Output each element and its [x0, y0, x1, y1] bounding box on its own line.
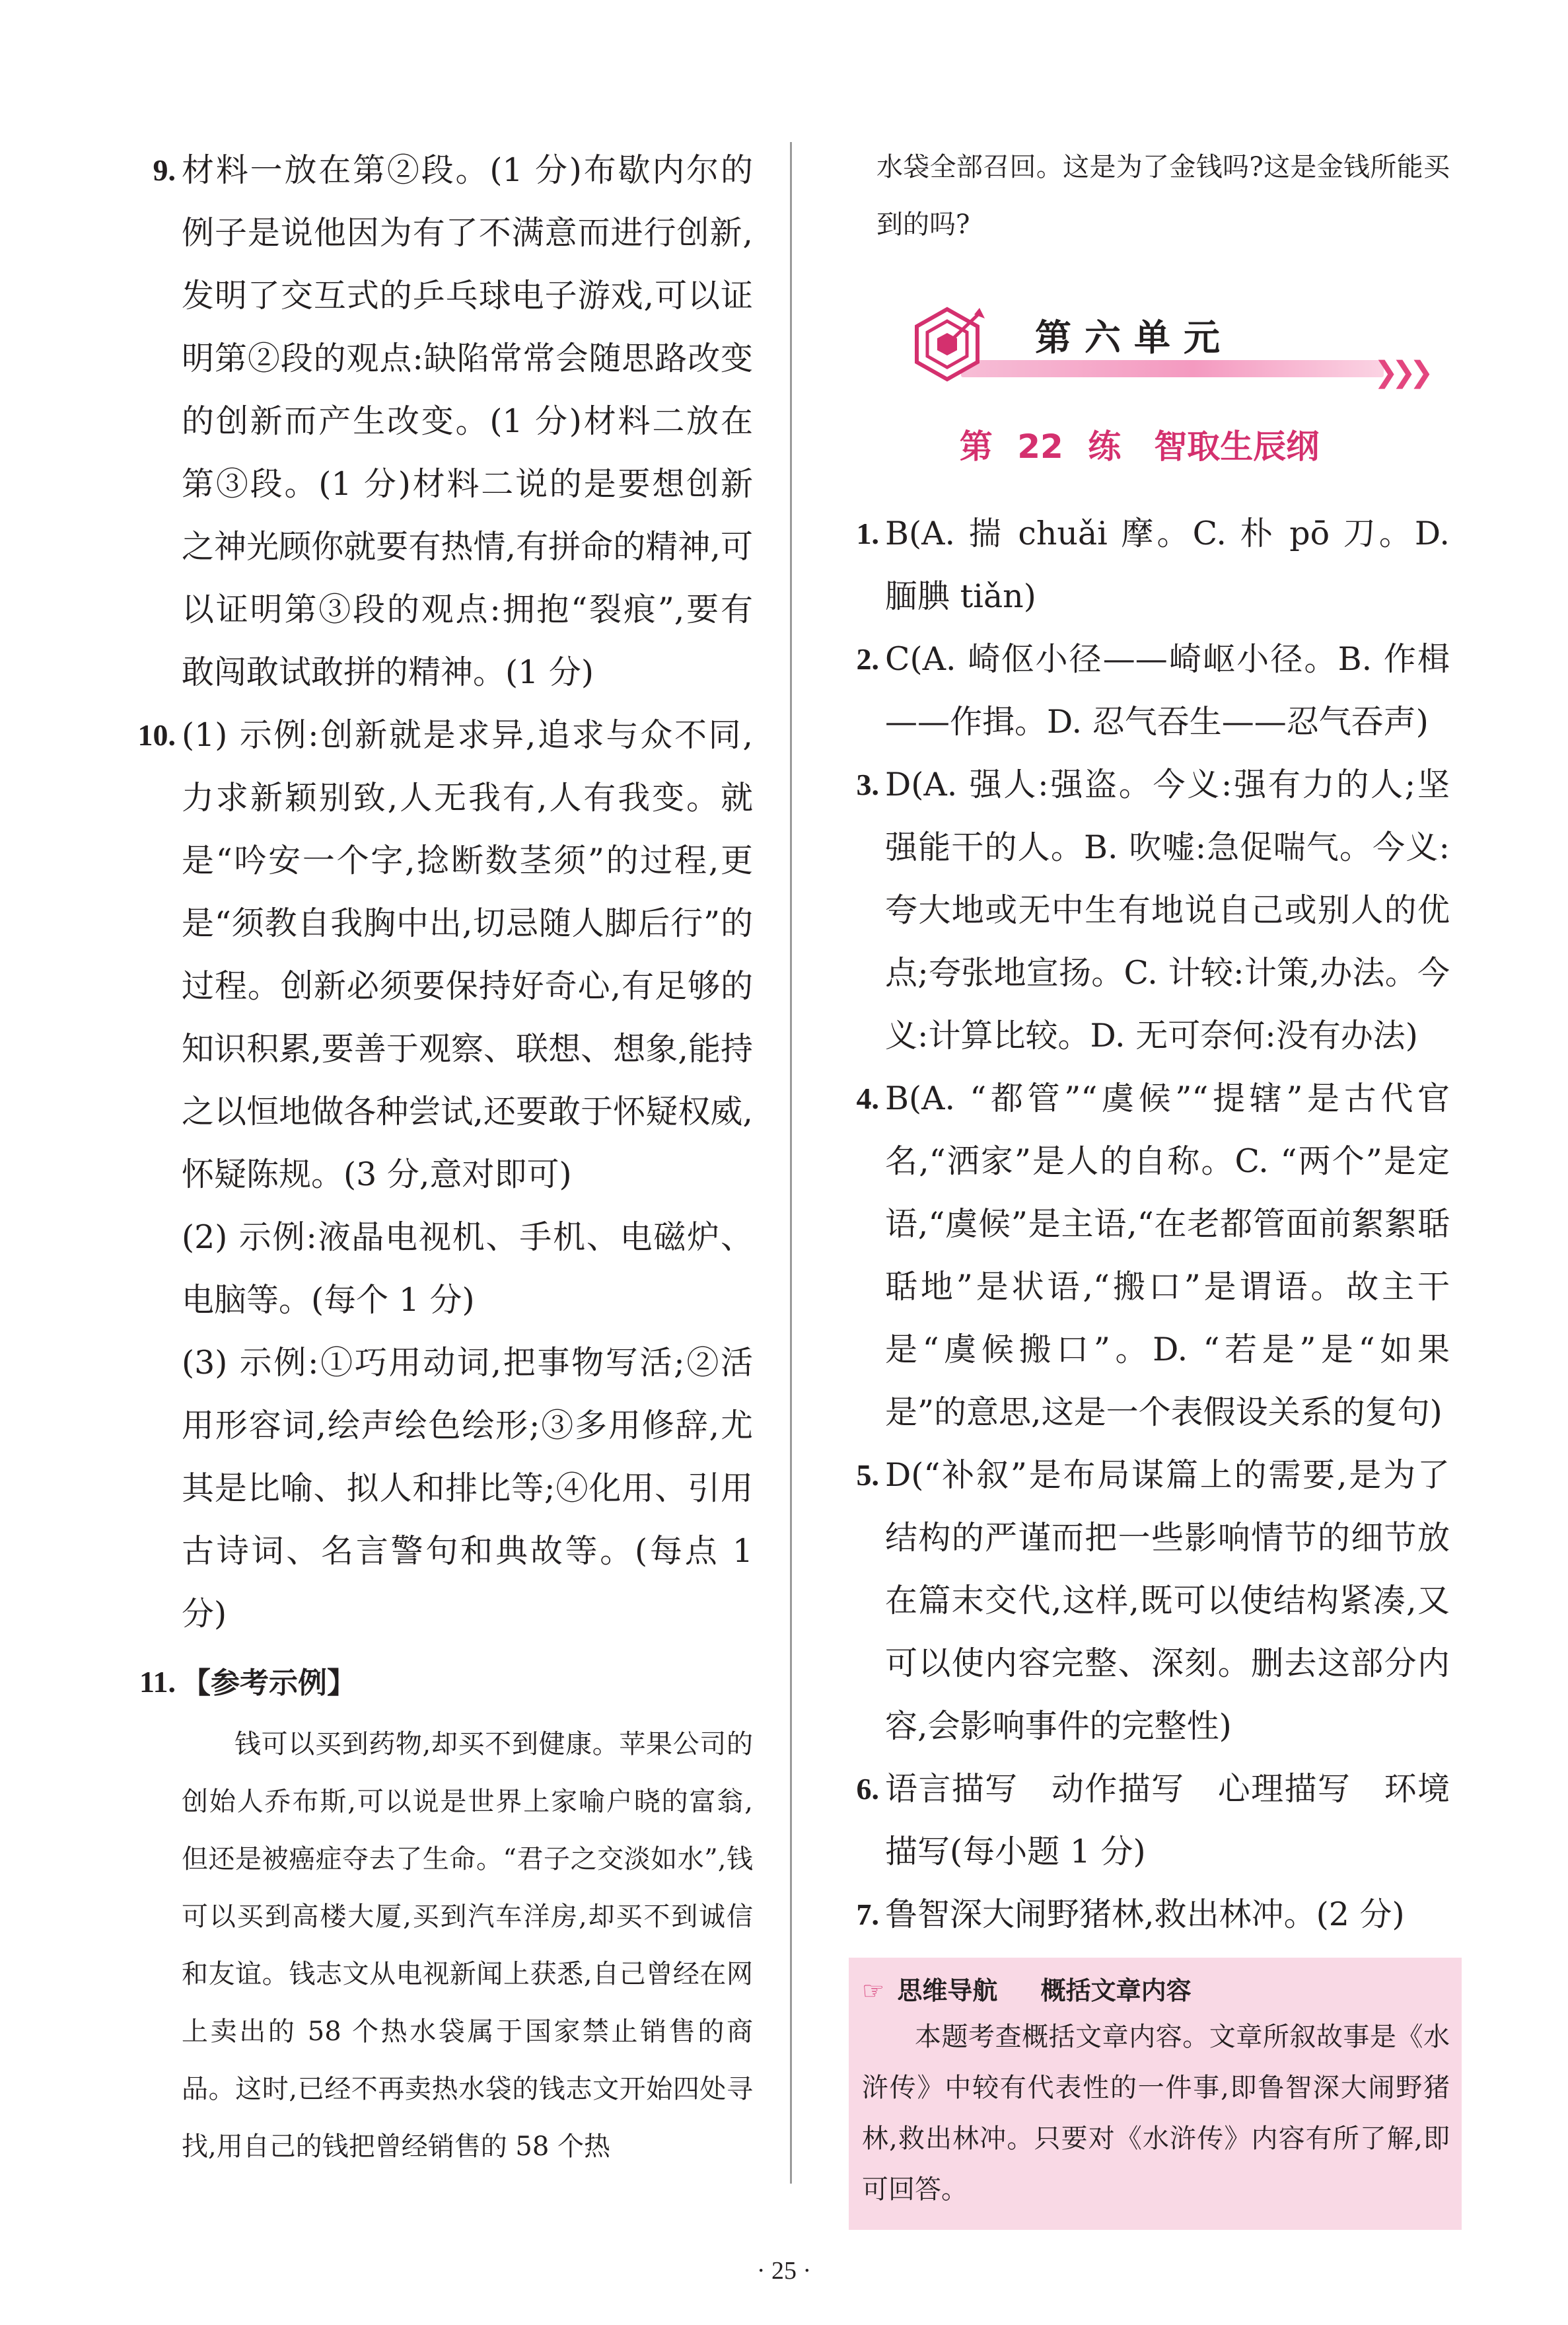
reference-essay-continued: 水袋全部召回。这是为了金钱吗?这是金钱所能买到的吗?: [876, 152, 1450, 240]
answer-number: 4.: [856, 1082, 879, 1115]
left-column: [125, 139, 753, 2176]
answer-part-3: (3) 示例:①巧用动词,把事物写活;②活用形容词,绘声绘色绘形;③多用修辞,尤其是比喻、拟人和排比等;④化用、引用古诗词、名言警句和典故等。(每点 1 分): [182, 1344, 753, 1633]
lesson-title: 第 22 练 智取生辰纲: [959, 427, 1320, 466]
answer-text: B(A. “都管”“虞候”“提辖”是古代官名,“洒家”是人的自称。C. “两个”是定语,“虞候”是主语,“在老都管面前絮絮聒聒地”是状语,“搬口”是谓语。故主干是“虞候搬口”。D. “若是”是“如果是”的意思,这是一个表假设关系的复句): [885, 1080, 1450, 1431]
answer-number: 9.: [153, 153, 176, 187]
tip-text: 本题考查概括文章内容。文章所叙故事是《水浒传》中较有代表性的一件事,即鲁智深大闹野猪林,救出林冲。只要对《水浒传》内容有所了解,即可回答。: [862, 2022, 1450, 2205]
unit-title: 第六单元: [1035, 316, 1234, 359]
reference-essay: 钱可以买到药物,却买不到健康。苹果公司的创始人乔布斯,可以说是世界上家喻户晓的富翁,但还是被癌症夺去了生命。“君子之交淡如水”,钱可以买到高楼大厦,买到汽车洋房,却买不到诚信和友谊。钱志文从电视新闻上获悉,自己曾经在网上卖出的 58 个热水袋属于国家禁止销售的商品。这时,已经不再卖热水袋的钱志文开始四处寻找,用自己的钱把曾经销售的 58 个热: [182, 1729, 753, 2162]
answer-item: [829, 1067, 1450, 1444]
answer-item: [829, 1444, 1450, 1757]
answer-number: 5.: [856, 1458, 879, 1492]
thinking-guide-box: [849, 1958, 1462, 2230]
answer-text: 语言描写 动作描写 心理描写 环境描写(每小题 1 分): [885, 1770, 1450, 1870]
answer-number: 10.: [137, 718, 176, 752]
answer-item: [829, 628, 1450, 753]
target-hexagon-icon: [908, 305, 986, 383]
column-divider: [790, 142, 792, 2184]
answer-number: 6.: [856, 1772, 879, 1806]
answer-text: D(“补叙”是布局谋篇上的需要,是为了结构的严谨而把一些影响情节的细节放在篇末交代,这样,既可以使结构紧凑,又可以使内容完整、深刻。删去这部分内容,会影响事件的完整性): [885, 1456, 1450, 1745]
answer-text: D(A. 强人:强盗。今义:强有力的人;坚强能干的人。B. 吹嘘:急促喘气。今义:夸大地或无中生有地说自己或别人的优点;夸张地宣扬。C. 计较:计策,办法。今义:计算比较。D. 无可奈何:没有办法): [885, 766, 1450, 1054]
answer-number: 7.: [856, 1898, 879, 1931]
answer-part-2: (2) 示例:液晶电视机、手机、电磁炉、电脑等。(每个 1 分): [182, 1218, 753, 1319]
reference-example-heading: 【参考示例】: [182, 1666, 356, 1700]
answer-10: [125, 704, 753, 1645]
banner-stripe: [961, 360, 1384, 377]
answer-item: [829, 753, 1450, 1067]
answer-9: [125, 139, 753, 704]
pointing-hand-icon: ☞: [862, 1976, 885, 2005]
answer-item: [829, 502, 1450, 628]
answer-list: [829, 502, 1450, 1946]
answer-text: C(A. 崎伛小径——崎岖小径。B. 作楫——作揖。D. 忍气吞生——忍气吞声): [885, 640, 1450, 741]
unit-banner: [908, 299, 1450, 391]
answer-part-1: (1) 示例:创新就是求异,追求与众不同,力求新颖别致,人无我有,人有我变。就是“吟安一个字,捻断数茎须”的过程,更是“须教自我胸中出,切忌随人脚后行”的过程。创新必须要保持好奇心,有足够的知识积累,要善于观察、联想、想象,能持之以恒地做各种尝试,还要敢于怀疑权威,怀疑陈规。(3 分,意对即可): [182, 716, 753, 1193]
answer-number: 11.: [139, 1665, 176, 1699]
tip-header: [862, 1972, 1450, 2009]
tip-topic: 概括文章内容: [1040, 1976, 1192, 2005]
page-number: · 25 ·: [756, 2257, 812, 2285]
answer-text: 鲁智深大闹野猪林,救出林冲。(2 分): [885, 1896, 1405, 1933]
right-column: [829, 139, 1450, 2230]
answer-text: 材料一放在第②段。(1 分)布歇内尔的例子是说他因为有了不满意而进行创新,发明了交互式的乒乓球电子游戏,可以证明第②段的观点:缺陷常常会随思路改变的创新而产生改变。(1 分)材料二放在第③段。(1 分)材料二说的是要想创新之神光顾你就要有热情,有拼命的精神,可以证明第③段的观点:拥抱“裂痕”,要有敢闯敢试敢拼的精神。(1 分): [182, 151, 753, 691]
answer-item: [829, 1757, 1450, 1883]
answer-11: [125, 1650, 753, 1715]
chevron-right-icon: ❯❯❯: [1374, 355, 1427, 389]
answer-number: 1.: [856, 517, 879, 550]
tip-label: 思维导航: [897, 1976, 998, 2005]
answer-text: B(A. 揣 chuǎi 摩。C. 朴 pō 刀。D. 腼腆 tiǎn): [885, 515, 1450, 615]
answer-number: 3.: [856, 768, 879, 801]
answer-item: [829, 1883, 1450, 1946]
answer-number: 2.: [856, 642, 879, 676]
